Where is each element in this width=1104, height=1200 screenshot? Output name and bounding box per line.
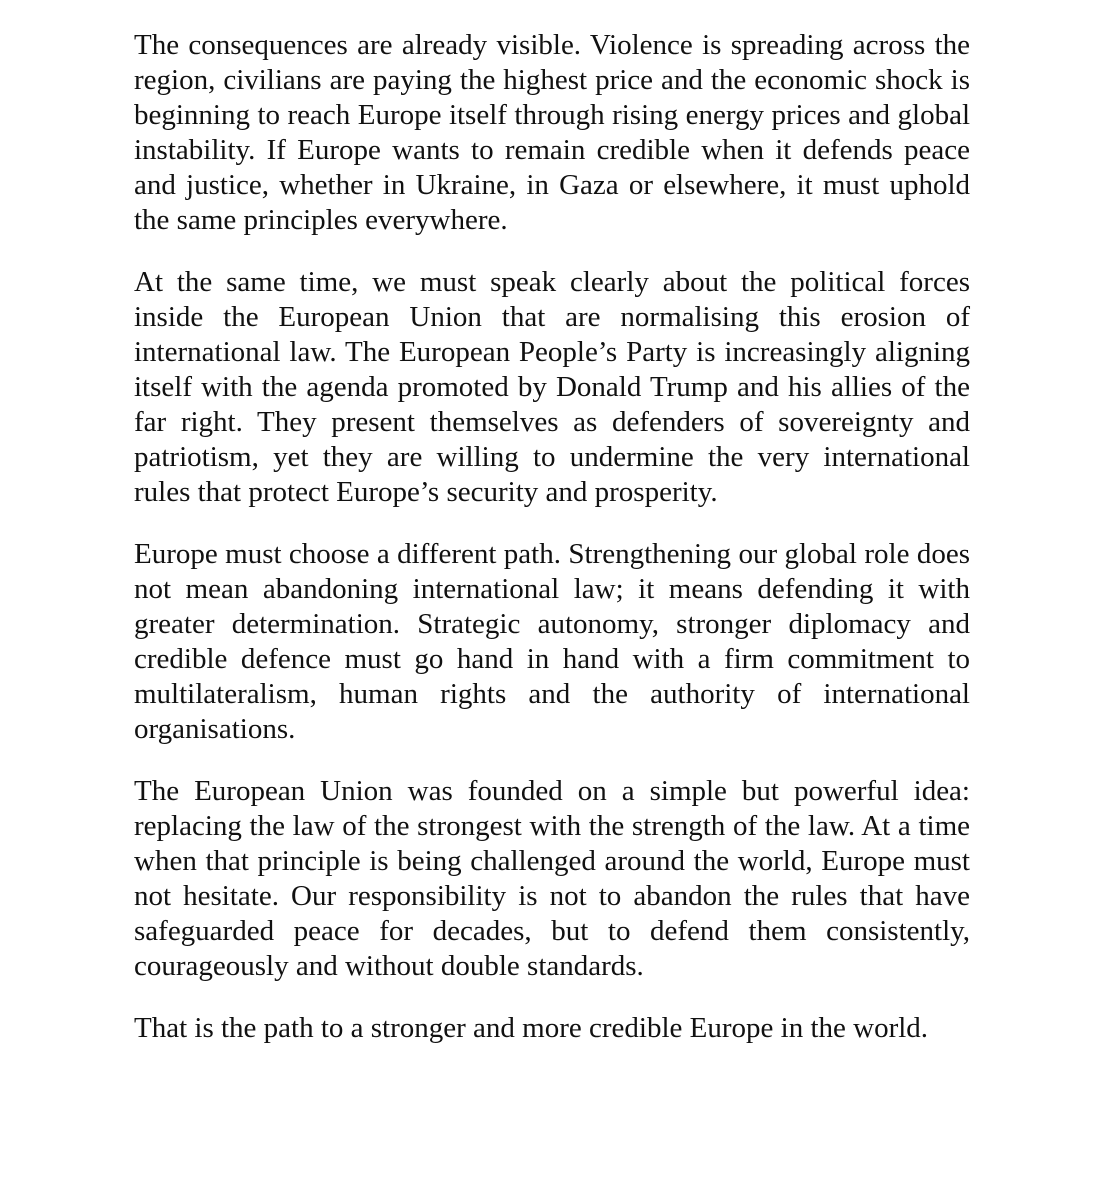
- paragraph-2: At the same time, we must speak clearly about the political forces inside the European Union that are normalising this erosion of international law. The European People’s Party is increasingly aligning itself with the agenda promoted by Donald Trump and his allies of the far right. They present themselves as defenders of sovereignty and patriotism, yet they are willing to undermine the very international rules that protect Europe’s security and prosperity.: [134, 266, 970, 508]
- paragraph-3: Europe must choose a different path. Strengthening our global role does not mean abandoning international law; it means defending it with greater determination. Strategic autonomy, stronger diplomacy and credible defence must go hand in hand with a firm commitment to multilateralism, human rights and the authority of international organisations.: [134, 538, 970, 745]
- paragraph-1: The consequences are already visible. Violence is spreading across the region, civilians are paying the highest price and the economic shock is beginning to reach Europe itself through rising energy prices and global instability. If Europe wants to remain credible when it defends peace and justice, whether in Ukraine, in Gaza or elsewhere, it must uphold the same principles everywhere.: [134, 29, 970, 236]
- paragraph-4: The European Union was founded on a simple but powerful idea: replacing the law of the strongest with the strength of the law. At a time when that principle is being challenged around the world, Europe must not hesitate. Our responsibility is not to abandon the rules that have safeguarded peace for decades, but to defend them consistently, courageously and without double standards.: [134, 775, 970, 982]
- text-column: [134, 28, 970, 1073]
- paragraph-5: That is the path to a stronger and more credible Europe in the world.: [134, 1012, 929, 1044]
